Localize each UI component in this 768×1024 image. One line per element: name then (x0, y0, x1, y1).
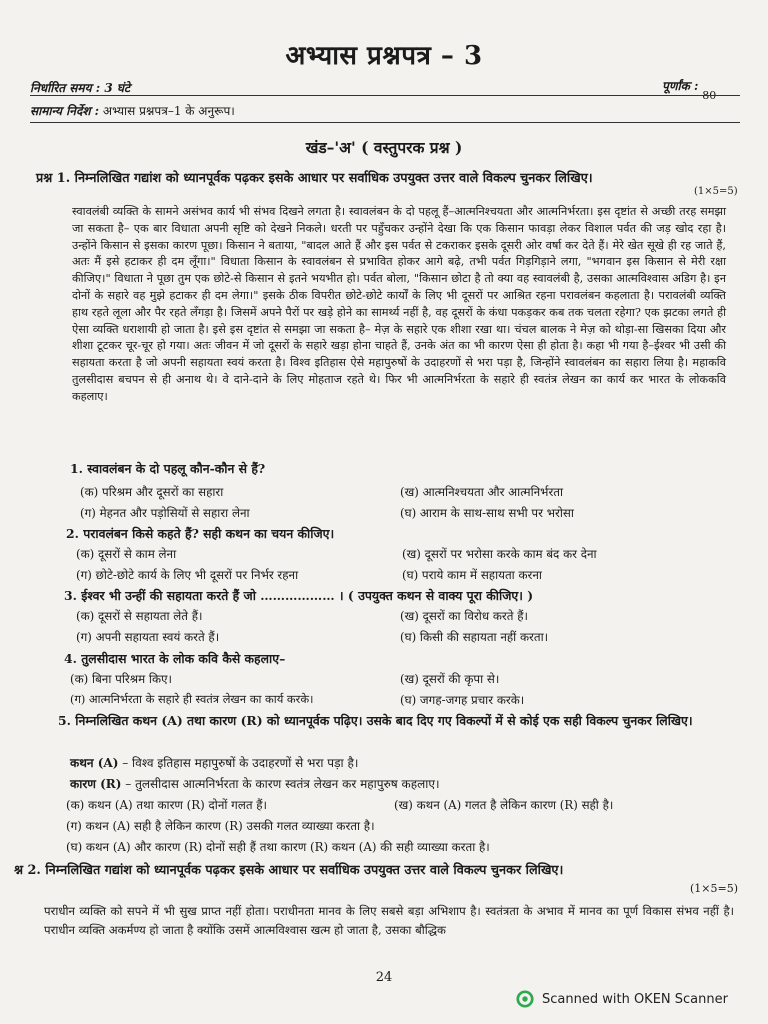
option-5-ka: (क) कथन (A) तथा कारण (R) दोनों गलत हैं। (66, 798, 268, 812)
option-1-gha: (घ) आराम के साथ-साथ सभी पर भरोसा (400, 506, 574, 520)
page-title: अभ्यास प्रश्नपत्र – 3 (285, 41, 483, 71)
general-instructions: सामान्य निर्देश : अभ्यास प्रश्नपत्र–1 के अनुरूप। (30, 104, 235, 118)
option-3-ga: (ग) अपनी सहायता स्वयं करते हैं। (76, 630, 220, 644)
question-1-number: प्रश्न 1. (36, 171, 71, 186)
page-number: 24 (375, 970, 393, 985)
assertion-statement: कथन (A) – विश्व इतिहास महापुरुषों के उदाहरणों से भरा पड़ा है। (70, 756, 359, 770)
question-2-instruction: निम्नलिखित गद्यांश को ध्यानपूर्वक पढ़कर इसके आधार पर सर्वाधिक उपयुक्त उत्तर वाले विकल्प चुनकर लिखिए। (45, 863, 564, 878)
scanner-text: Scanned with OKEN Scanner (542, 991, 728, 1007)
scanner-watermark (516, 990, 728, 1008)
option-3-gha: (घ) किसी की सहायता नहीं करता। (400, 630, 549, 644)
option-5-ga: (ग) कथन (A) सही है लेकिन कारण (R) उसकी गलत व्याख्या करता है। (66, 819, 375, 833)
reason-statement: कारण (R) – तुलसीदास आत्मनिर्भरता के कारण स्वतंत्र लेखन कर महापुरुष कहलाए। (70, 777, 440, 791)
option-2-kha: (ख) दूसरों पर भरोसा करके काम बंद कर देना (402, 547, 597, 561)
option-4-kha: (ख) दूसरों की कृपा से। (400, 672, 500, 686)
option-2-ka: (क) दूसरों से काम लेना (76, 547, 177, 561)
option-5-gha: (घ) कथन (A) और कारण (R) दोनों सही हैं तथा कारण (R) कथन (A) की सही व्याख्या करता है। (66, 840, 490, 854)
time-allowed: निर्धारित समय : 3 घंटे (30, 81, 130, 95)
question-2-marks: (1×5=5) (690, 882, 739, 895)
option-5-kha: (ख) कथन (A) गलत है लेकिन कारण (R) सही है। (394, 798, 614, 812)
max-marks-value: 80 (702, 89, 717, 102)
question-1-heading (36, 168, 593, 186)
subquestion-1: 1. स्वावलंबन के दो पहलू कौन-कौन से हैं? (70, 461, 266, 476)
subquestion-5: 5. निम्नलिखित कथन (A) तथा कारण (R) को ध्यानपूर्वक पढ़िए। उसके बाद दिए गए विकल्पों में से कोई एक सही विकल्प चुनकर लिखिए। (58, 713, 693, 728)
scanner-logo-icon (516, 990, 534, 1008)
option-1-ka: (क) परिश्रम और दूसरों का सहारा (80, 485, 224, 499)
question-1-marks: (1×5=5) (694, 186, 738, 197)
passage-2: पराधीन व्यक्ति को सपने में भी सुख प्राप्त नहीं होता। पराधीनता मानव के लिए सबसे बड़ा अभिशाप है। स्वतंत्रता के अभाव में मानव का पूर्ण विकास संभव नहीं है। पराधीन व्यक्ति अकर्मण्य हो जाता है क्योंकि उसमें आत्मविश्वास खत्म हो जाता है, उसका बौद्धिक (44, 904, 734, 937)
option-2-ga: (ग) छोटे-छोटे कार्य के लिए भी दूसरों पर निर्भर रहना (76, 568, 299, 582)
option-4-ka: (क) बिना परिश्रम किए। (70, 672, 173, 686)
passage-1: स्वावलंबी व्यक्ति के सामने असंभव कार्य भी संभव दिखने लगता है। स्वावलंबन के दो पहलू हैं–आत्मनिश्चयता और आत्मनिर्भरता। इस दृष्टांत से अच्छी तरह समझा जा सकता है– एक बार विधाता अपनी सृष्टि को देखने निकले। धरती पर पहुँचकर उन्होंने देखा कि एक किसान फावड़ा लेकर विशाल पर्वत की जड़ खोद रहा है। उन्होंने किसान से इसका कारण पूछा। किसान ने बताया, "बादल आते हैं और इस पर्वत से टकराकर इसके दूसरी ओर वर्षा कर देते हैं। मेरे खेत सूखे ही रह जाते हैं, अतः मैं इसे हटाकर ही दम लूँगा।" विधाता किसान के स्वावलंबन से प्रभावित होकर आगे बढ़े, तभी पर्वत गिड़गिड़ाने लगा, "भगवान इस किसान से मेरी रक्षा कीजिए।" विधाता ने पूछा तुम एक छोटे-से किसान से इतने भयभीत हो। पर्वत बोला, "किसान छोटा है तो क्या वह स्वावलंबी है, उसका आत्मविश्वास अडिग है। इन दोनों के सहारे वह मुझे हटाकर ही दम लेगा।" इसके ठीक विपरीत छोटे-छोटे कार्यों के लिए भी दूसरों पर आश्रित रहना परावलंबन कहलाता है। परावलंबी व्यक्ति हाथ रहते लूला और पैर रहते लँगड़ा है। जिसमें अपने पैरों पर खड़े होने का सामर्थ्य नहीं है, वह दूसरों के कंधा पकड़कर कब तक चलता रहेगा? एक झटका लगते ही ऐसा व्यक्ति धराशायी हो जाता है। इसे इस दृष्टांत से समझा जा सकता है– मेज़ के सहारे एक शीशा रखा था। चंचल बालक ने मेज़ को थोड़ा-सा खिसका दिया और शीशा टूटकर चूर-चूर हो गया। अतः जीवन में जो दूसरों के सहारे खड़ा होना चाहते हैं, उनके अंत का भी कारण ऐसा ही होता है। कहा भी गया है–ईश्वर भी उसी की सहायता करता है जो अपनी सहायता स्वयं करता है। विश्व इतिहास ऐसे महापुरुषों के उदाहरणों से भरा पड़ा है, जिन्होंने स्वावलंबन का सहारा लिया है। महाकवि तुलसीदास बचपन से ही अनाथ थे। वे दाने-दाने के लिए मोहताज रहते थे। फिर भी आत्मनिर्भरता के सहारे ही स्वतंत्र लेखन का कार्य कर भारत के लोककवि कहलाए। (72, 205, 726, 403)
question-2-heading (14, 860, 563, 878)
option-3-ka: (क) दूसरों से सहायता लेते हैं। (76, 609, 203, 623)
subquestion-2: 2. परावलंबन किसे कहते हैं? सही कथन का चयन कीजिए। (66, 526, 335, 541)
subquestion-3: 3. ईश्वर भी उन्हीं की सहायता करते हैं जो ……………… । ( उपयुक्त कथन से वाक्य पूरा कीजिए। ) (64, 588, 534, 603)
option-1-ga: (ग) मेहनत और पड़ोसियों से सहारा लेना (80, 506, 250, 520)
section-heading: खंड–'अ' ( वस्तुपरक प्रश्न ) (305, 138, 463, 157)
subquestion-4: 4. तुलसीदास भारत के लोक कवि कैसे कहलाए– (64, 651, 286, 666)
option-1-kha: (ख) आत्मनिश्चयता और आत्मनिर्भरता (400, 485, 564, 499)
divider-line (30, 122, 740, 123)
option-2-gha: (घ) पराये काम में सहायता करना (402, 568, 542, 582)
question-1-instruction: निम्नलिखित गद्यांश को ध्यानपूर्वक पढ़कर इसके आधार पर सर्वाधिक उपयुक्त उत्तर वाले विकल्प चुनकर लिखिए। (74, 171, 593, 186)
question-2-number: श्न 2. (14, 863, 41, 878)
option-4-ga: (ग) आत्मनिर्भरता के सहारे ही स्वतंत्र लेखन का कार्य करके। (70, 692, 314, 706)
max-marks: पूर्णांक : 80 (662, 79, 717, 102)
divider-line (30, 95, 740, 96)
option-4-gha: (घ) जगह-जगह प्रचार करके। (400, 693, 525, 707)
option-3-kha: (ख) दूसरों का विरोध करते हैं। (400, 609, 528, 623)
